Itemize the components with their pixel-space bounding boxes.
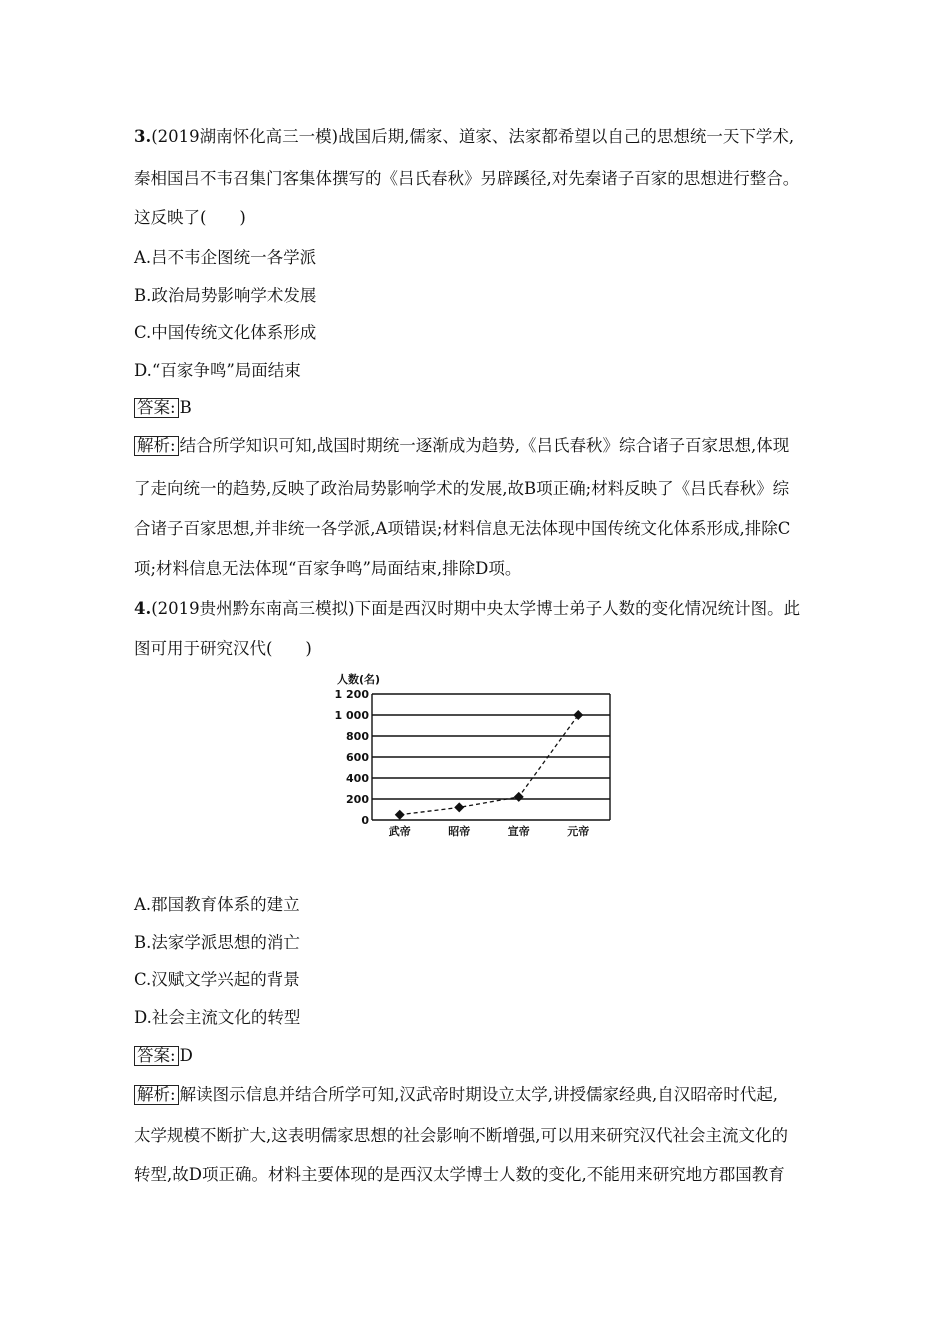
q3-stem-line-2: 秦相国吕不韦召集门客集体撰写的《吕氏春秋》另辟蹊径,对先秦诸子百家的思想进行整合。 — [134, 169, 800, 188]
y-tick-label: 1 000 — [334, 709, 369, 722]
q3-stem-line-1 — [134, 126, 794, 148]
q4-analysis-text-1: 解读图示信息并结合所学可知,汉武帝时期设立太学,讲授儒家经典,自汉昭帝时代起, — [179, 1085, 779, 1104]
q4-option-b: B.法家学派思想的消亡 — [134, 933, 300, 952]
data-point-marker — [454, 802, 464, 812]
answer-value: D — [179, 1046, 193, 1065]
q3-analysis-line-2: 了走向统一的趋势,反映了政治局势影响学术的发展,故B项正确;材料反映了《吕氏春秋》综 — [134, 479, 790, 498]
data-point-marker — [395, 810, 405, 820]
data-point-marker — [573, 710, 583, 720]
q4-analysis-line-2: 太学规模不断扩大,这表明儒家思想的社会影响不断增强,可以用来研究汉代社会主流文化的 — [134, 1126, 788, 1145]
data-point-marker — [514, 792, 524, 802]
analysis-label: 解析: — [134, 1085, 179, 1105]
y-tick-label: 200 — [346, 793, 369, 806]
x-tick-label: 武帝 — [388, 825, 411, 838]
q4-number: 4. — [134, 599, 152, 618]
q4-answer — [134, 1045, 193, 1067]
x-tick-label: 昭帝 — [448, 825, 471, 838]
q3-stem-line-3: 这反映了( ) — [134, 208, 246, 227]
answer-label: 答案: — [134, 398, 179, 418]
q3-analysis-text-1: 结合所学知识可知,战国时期统一逐渐成为趋势,《吕氏春秋》综合诸子百家思想,体现 — [179, 436, 790, 455]
q4-option-c: C.汉赋文学兴起的背景 — [134, 970, 300, 989]
q4-option-a: A.郡国教育体系的建立 — [134, 895, 300, 914]
q3-number: 3. — [134, 127, 152, 146]
answer-label: 答案: — [134, 1046, 179, 1066]
q4-analysis-line-3: 转型,故D项正确。材料主要体现的是西汉太学博士人数的变化,不能用来研究地方郡国教育 — [134, 1165, 785, 1184]
x-tick-label: 宣帝 — [507, 825, 530, 838]
q3-option-c: C.中国传统文化体系形成 — [134, 323, 317, 342]
q3-answer — [134, 397, 192, 419]
q3-analysis-line-3: 合诸子百家思想,并非统一各学派,A项错误;材料信息无法体现中国传统文化体系形成,排除C — [134, 519, 791, 538]
q3-option-d: D.“百家争鸣”局面结束 — [134, 361, 301, 380]
y-tick-label: 400 — [346, 772, 369, 785]
q3-option-b: B.政治局势影响学术发展 — [134, 286, 317, 305]
chart-ylabel: 人数(名) — [337, 673, 381, 686]
analysis-label: 解析: — [134, 436, 179, 456]
chart-x-ticks — [389, 824, 590, 838]
q4-analysis-line-1 — [134, 1084, 778, 1106]
q3-stem-text-1: (2019湖南怀化高三一模)战国后期,儒家、道家、法家都希望以自己的思想统一天下学术, — [151, 127, 795, 146]
student-count-chart — [320, 668, 620, 848]
y-tick-label: 800 — [346, 730, 369, 743]
q4-stem-line-2: 图可用于研究汉代( ) — [134, 639, 312, 658]
q3-option-a: A.吕不韦企图统一各学派 — [134, 248, 317, 267]
x-tick-label: 元帝 — [567, 825, 590, 838]
answer-value: B — [179, 398, 192, 417]
y-tick-label: 0 — [361, 814, 369, 827]
chart-y-ticks — [335, 688, 370, 827]
q4-stem-line-1 — [134, 598, 800, 620]
y-tick-label: 1 200 — [334, 688, 369, 701]
q4-option-d: D.社会主流文化的转型 — [134, 1008, 301, 1027]
q4-stem-text-1: (2019贵州黔东南高三模拟)下面是西汉时期中央太学博士弟子人数的变化情况统计图。此 — [151, 599, 801, 618]
q3-analysis-line-4: 项;材料信息无法体现“百家争鸣”局面结束,排除D项。 — [134, 559, 522, 578]
q3-analysis-line-1 — [134, 435, 789, 457]
chart-series — [395, 710, 584, 820]
series-line — [400, 715, 579, 815]
chart-grid — [372, 694, 610, 820]
y-tick-label: 600 — [346, 751, 369, 764]
